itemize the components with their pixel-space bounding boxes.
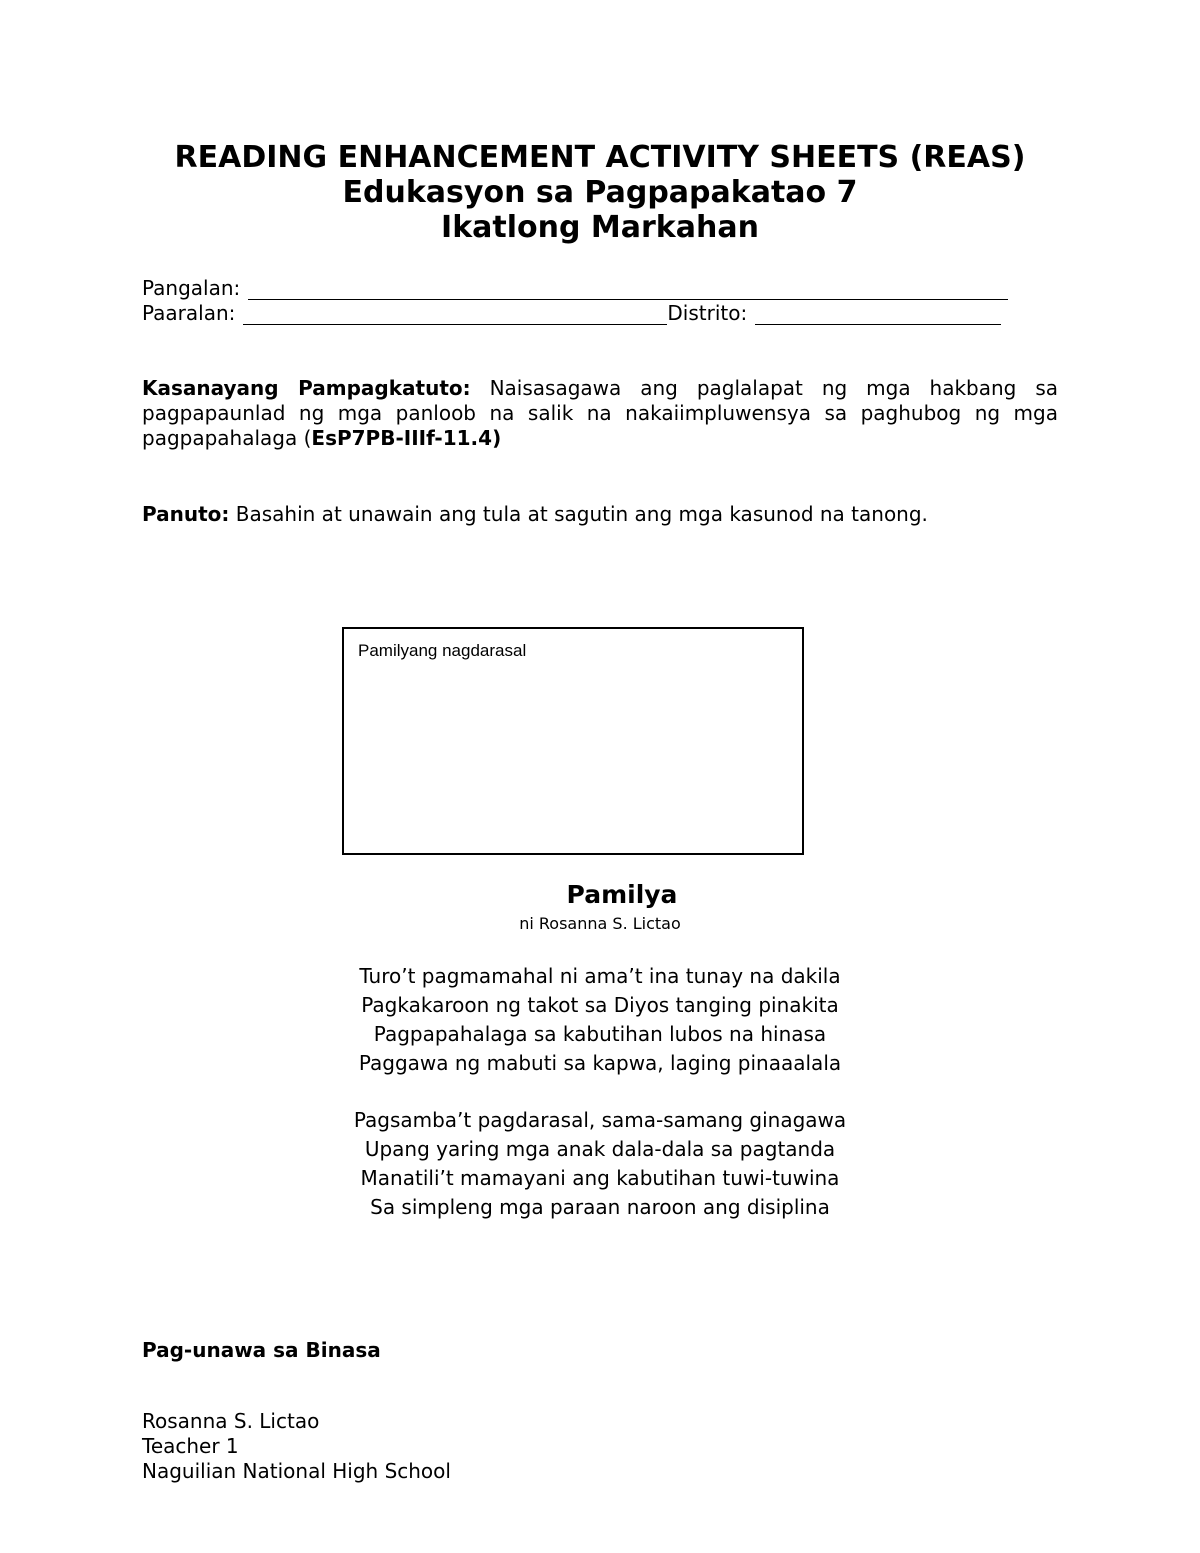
comprehension-section-title: Pag-unawa sa Binasa: [142, 1338, 381, 1362]
poem-author: ni Rosanna S. Lictao: [519, 914, 681, 933]
learning-competency: [142, 376, 1058, 451]
poem-line: Pagsamba’t pagdarasal, sama-samang ginagawa: [353, 1108, 847, 1132]
poem-line: Turo’t pagmamahal ni ama’t ina tunay na dakila: [359, 964, 841, 988]
poem-line: Sa simpleng mga paraan naroon ang disiplina: [370, 1195, 830, 1219]
image-placeholder-box: [342, 627, 804, 855]
author-name: Rosanna S. Lictao: [142, 1409, 320, 1433]
poem-line: Paggawa ng mabuti sa kapwa, laging pinaaalala: [358, 1051, 842, 1075]
author-position: Teacher 1: [142, 1434, 239, 1458]
poem-stanza-2: [0, 1106, 1200, 1222]
header-quarter: Ikatlong Markahan: [441, 210, 759, 245]
competency-label: Kasanayang Pampagkatuto:: [142, 376, 471, 400]
name-label: Pangalan:: [142, 276, 241, 300]
school-blank-line[interactable]: [243, 306, 667, 325]
directions-text: Basahin at unawain ang tula at sagutin ang mga kasunod na tanong.: [235, 502, 928, 526]
author-signature-block: [142, 1409, 451, 1484]
poem-line: Manatili’t mamayani ang kabutihan tuwi-tuwina: [360, 1166, 840, 1190]
district-label: Distrito:: [667, 301, 748, 325]
header-subject: Edukasyon sa Pagpapakatao 7: [342, 175, 858, 210]
poem-line: Upang yaring mga anak dala-dala sa pagtanda: [364, 1137, 836, 1161]
directions: [142, 502, 928, 526]
district-blank-line[interactable]: [755, 306, 1001, 325]
name-field-row: [142, 276, 1008, 300]
competency-text: Naisasagawa ang paglalapat ng mga hakbang sa pagpapaunlad ng mga panloob na salik na nakaiimpluwensya sa paghubog ng mga pagpapahalaga (: [142, 376, 1058, 450]
image-caption: Pamilyang nagdarasal: [358, 641, 527, 660]
poem-stanza-1: [0, 962, 1200, 1078]
school-label: Paaralan:: [142, 301, 236, 325]
name-blank-line[interactable]: [248, 281, 1008, 300]
poem-line: Pagpapahalaga sa kabutihan lubos na hinasa: [373, 1022, 827, 1046]
competency-code: EsP7PB-IIIf-11.4): [311, 426, 502, 450]
author-school: Naguilian National High School: [142, 1459, 451, 1483]
header-title: READING ENHANCEMENT ACTIVITY SHEETS (REAS): [174, 140, 1026, 175]
poem-line: Pagkakaroon ng takot sa Diyos tanging pinakita: [361, 993, 839, 1017]
poem-title: Pamilya: [566, 880, 678, 909]
school-field-row: [142, 301, 1001, 325]
directions-label: Panuto:: [142, 502, 230, 526]
document-header: [0, 140, 1200, 245]
